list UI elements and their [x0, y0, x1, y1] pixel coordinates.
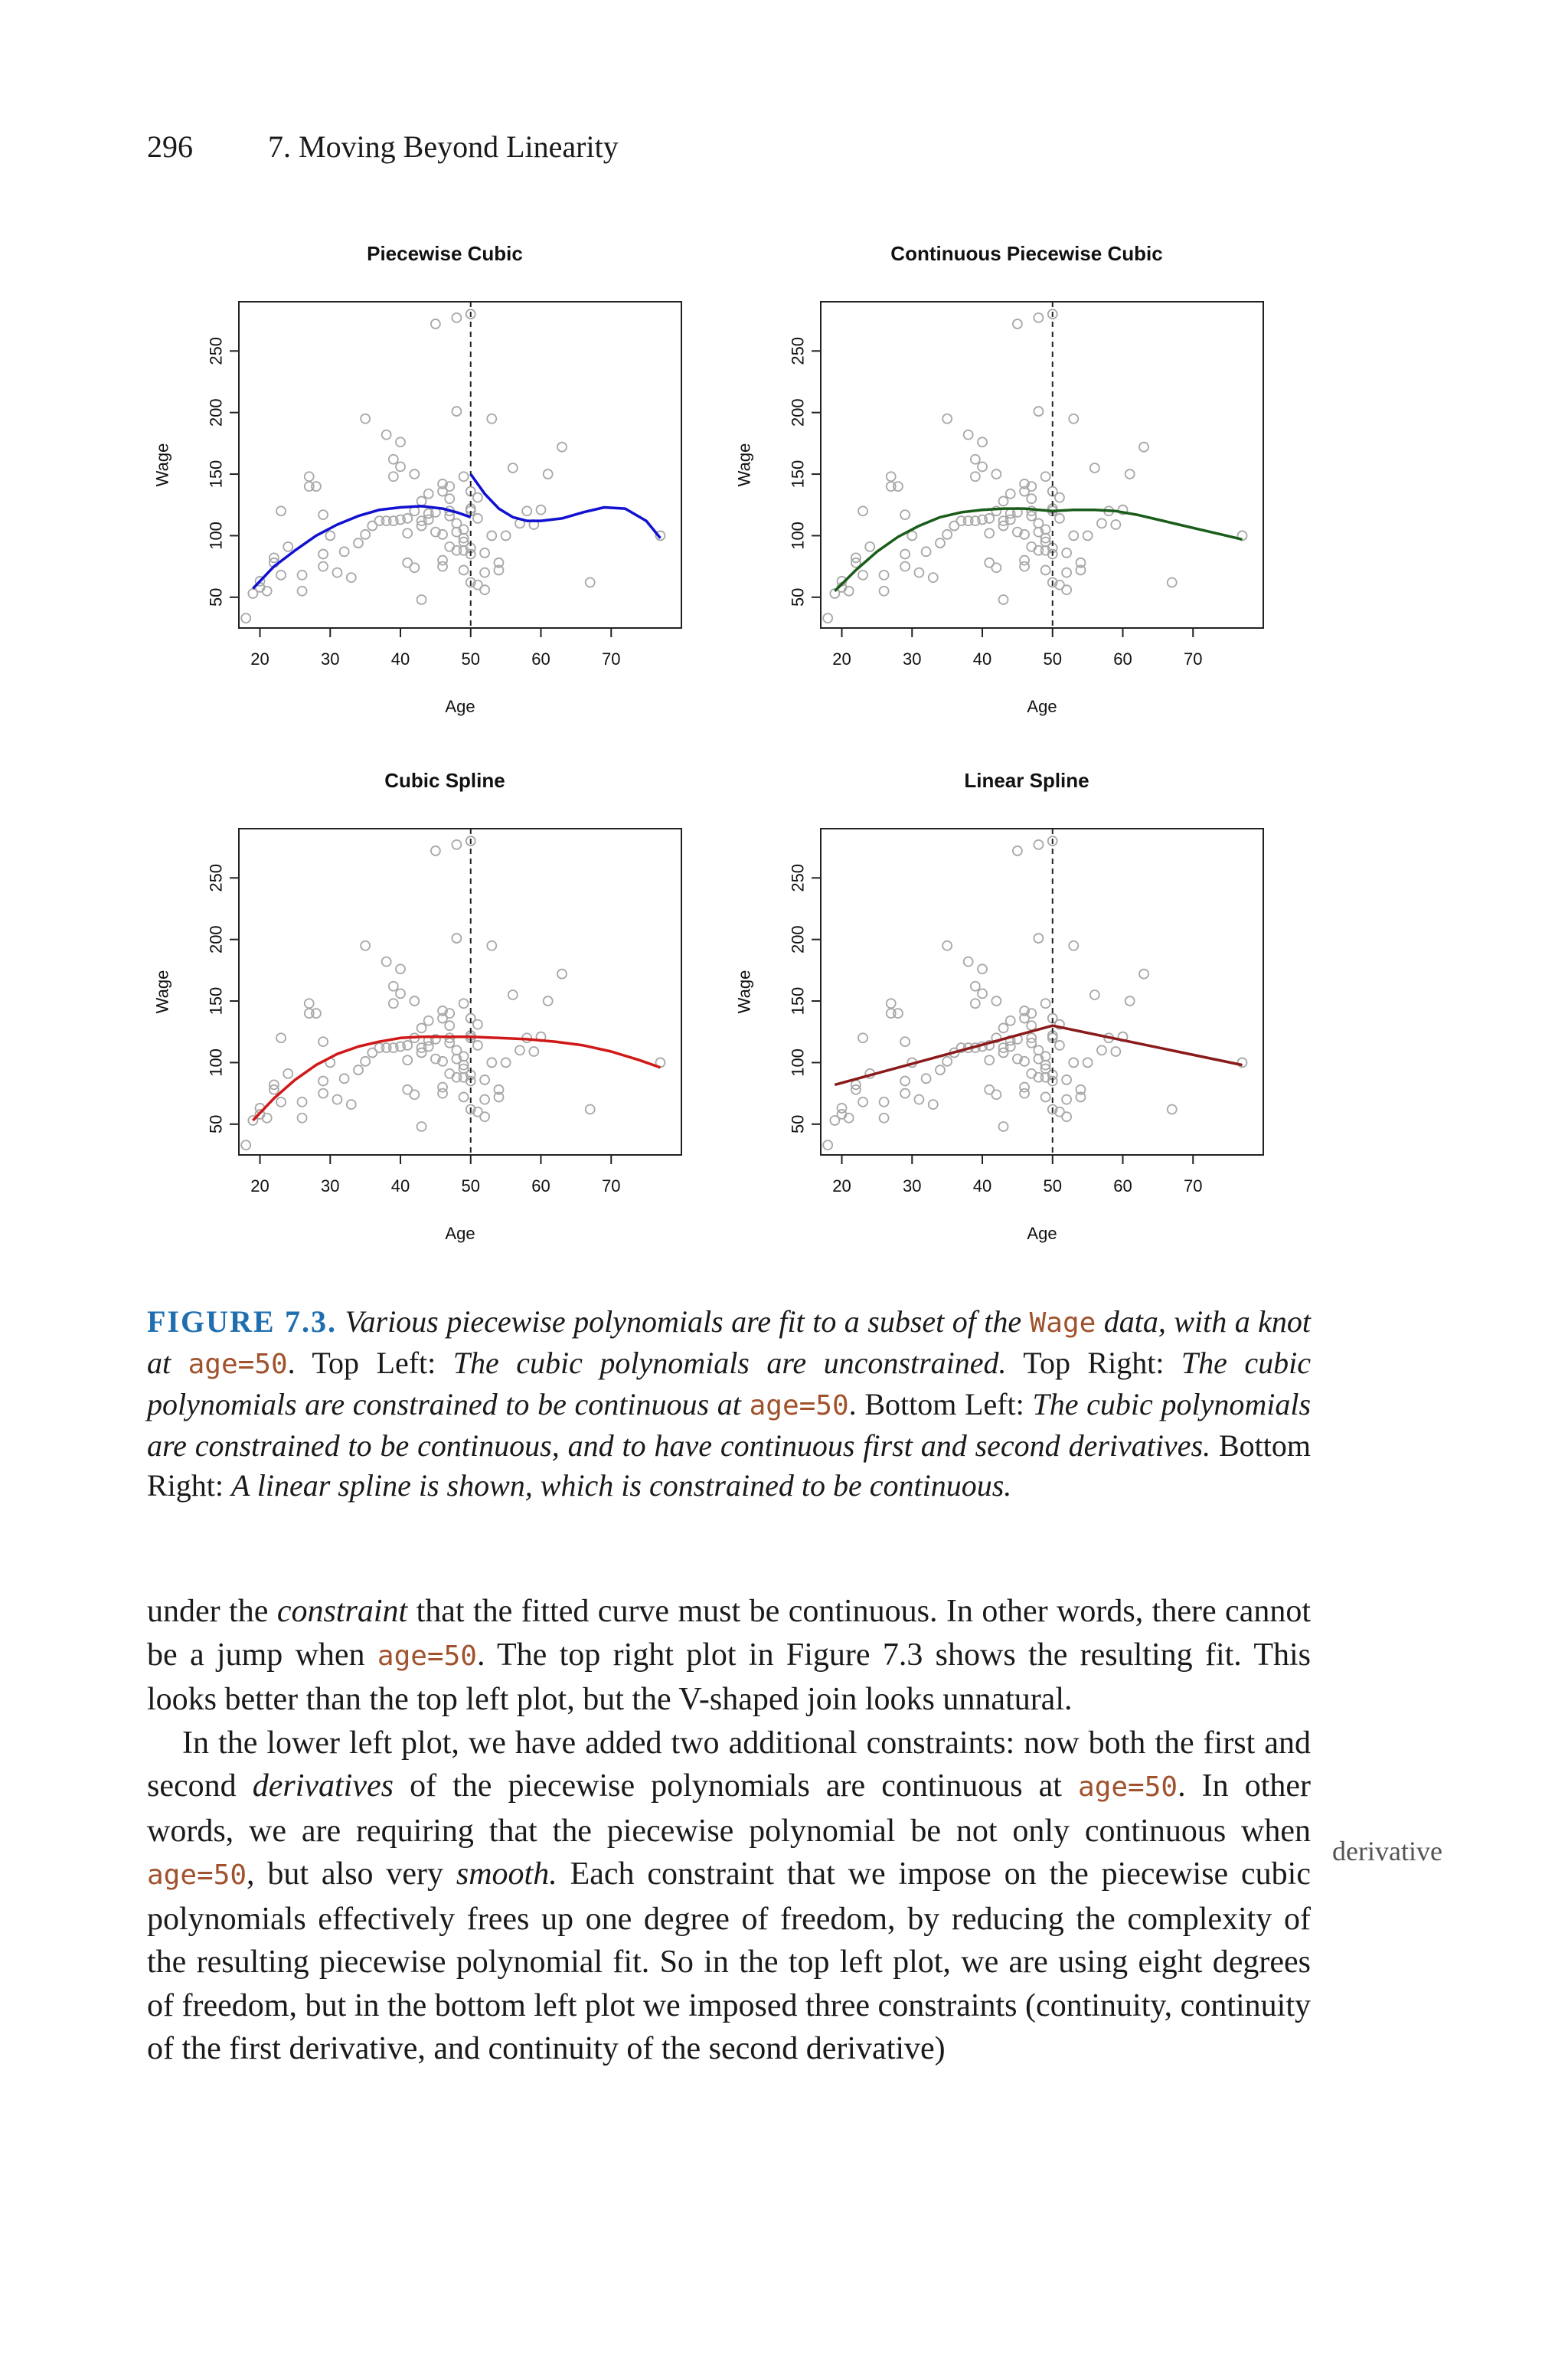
x-tick-label: 40	[972, 649, 992, 669]
data-point	[424, 489, 433, 499]
data-point	[1041, 1092, 1050, 1101]
data-point	[480, 585, 489, 594]
data-point	[283, 1069, 292, 1078]
data-point	[1097, 518, 1106, 528]
x-tick-label: 30	[321, 1176, 340, 1196]
data-point	[459, 1092, 469, 1101]
chart-title: Cubic Spline	[384, 769, 505, 792]
data-point	[396, 437, 405, 446]
chapter-title: 7. Moving Beyond Linearity	[268, 129, 619, 164]
data-point	[298, 571, 307, 580]
data-point	[487, 414, 496, 424]
data-point	[1034, 934, 1043, 943]
chart-title: Piecewise Cubic	[367, 242, 523, 265]
data-point	[1062, 1075, 1071, 1084]
data-point	[480, 568, 489, 577]
data-point	[396, 462, 405, 471]
data-point	[1027, 494, 1036, 503]
data-point	[1062, 585, 1071, 594]
data-point	[964, 430, 973, 440]
data-point	[1006, 1016, 1015, 1025]
data-point	[823, 1140, 832, 1150]
data-point	[1062, 548, 1071, 558]
data-point	[318, 510, 328, 519]
data-point	[241, 613, 250, 623]
x-tick-label: 50	[1043, 1176, 1063, 1196]
x-tick-label: 70	[1184, 1176, 1203, 1196]
data-point	[991, 1090, 1001, 1099]
y-tick-label: 200	[788, 398, 808, 427]
data-point	[305, 472, 314, 481]
data-point	[354, 1065, 363, 1075]
data-point	[880, 587, 889, 596]
data-point	[1062, 568, 1071, 577]
data-point	[1013, 319, 1022, 329]
y-axis-label: Wage	[152, 970, 172, 1014]
data-point	[283, 542, 292, 551]
data-point	[1006, 489, 1015, 499]
chart-svg	[138, 230, 812, 766]
data-point	[838, 1110, 847, 1119]
y-tick-label: 250	[788, 336, 808, 365]
data-point	[410, 469, 419, 479]
data-point	[999, 1122, 1008, 1131]
data-point	[312, 482, 321, 491]
data-point	[991, 996, 1001, 1006]
data-point	[325, 531, 335, 540]
data-point	[318, 550, 328, 559]
data-point	[858, 1033, 867, 1042]
fit-curve	[471, 474, 661, 538]
data-point	[487, 941, 496, 950]
data-point	[1069, 1058, 1078, 1067]
data-point	[417, 496, 426, 505]
x-tick-label: 30	[903, 649, 922, 669]
x-tick-label: 70	[1184, 649, 1203, 669]
data-point	[389, 472, 398, 481]
data-point	[936, 538, 945, 548]
fit-curve	[1053, 510, 1243, 540]
data-point	[487, 1058, 496, 1067]
chart-svg	[138, 757, 812, 1293]
x-tick-label: 30	[321, 649, 340, 669]
data-point	[459, 999, 469, 1008]
y-axis-label: Wage	[152, 443, 172, 487]
data-point	[1069, 414, 1078, 424]
data-point	[922, 1074, 931, 1083]
data-point	[1013, 846, 1022, 855]
data-point	[276, 1097, 286, 1107]
data-point	[1139, 443, 1148, 452]
data-point	[389, 455, 398, 464]
data-point	[340, 1074, 349, 1083]
data-point	[1111, 1047, 1120, 1056]
data-point	[480, 1075, 489, 1084]
x-tick-label: 50	[461, 1176, 481, 1196]
y-tick-label: 150	[788, 460, 808, 489]
data-point	[985, 1055, 994, 1065]
y-tick-label: 100	[788, 1048, 808, 1077]
chart-svg	[720, 757, 1393, 1293]
data-point	[361, 414, 370, 424]
x-tick-label: 70	[602, 649, 621, 669]
data-point	[978, 462, 987, 471]
data-point	[900, 1089, 910, 1098]
data-point	[1125, 469, 1135, 479]
x-axis-label: Age	[1027, 1224, 1057, 1243]
plot-linear-spline	[720, 757, 1393, 1293]
data-point	[887, 472, 896, 481]
body-text	[147, 1590, 1311, 2071]
x-tick-label: 60	[1113, 1176, 1132, 1196]
x-tick-label: 60	[531, 649, 550, 669]
data-point	[459, 565, 469, 574]
data-point	[942, 1057, 952, 1066]
plot-continuous-piecewise-cubic	[720, 230, 1393, 766]
data-point	[586, 578, 595, 587]
data-point	[1020, 1089, 1029, 1098]
data-point	[263, 587, 272, 596]
x-tick-label: 70	[602, 1176, 621, 1196]
data-point	[936, 1065, 945, 1075]
data-point	[445, 542, 454, 551]
data-point	[929, 1100, 938, 1109]
data-point	[942, 414, 952, 424]
data-point	[1125, 996, 1135, 1006]
data-point	[263, 1114, 272, 1123]
data-point	[417, 595, 426, 604]
data-point	[403, 528, 412, 538]
data-point	[880, 571, 889, 580]
y-tick-label: 50	[788, 1114, 808, 1134]
data-point	[900, 550, 910, 559]
data-point	[445, 494, 454, 503]
data-point	[438, 562, 447, 571]
data-point	[985, 528, 994, 538]
data-point	[473, 514, 482, 523]
plot-cubic-spline	[138, 757, 812, 1293]
data-point	[347, 573, 356, 582]
data-point	[332, 568, 341, 577]
data-point	[1069, 531, 1078, 540]
data-point	[396, 964, 405, 973]
y-tick-label: 50	[788, 587, 808, 607]
data-point	[1083, 1058, 1093, 1067]
data-point	[971, 982, 980, 991]
y-tick-label: 50	[206, 1114, 226, 1134]
data-point	[501, 1058, 511, 1067]
x-tick-label: 40	[972, 1176, 992, 1196]
data-point	[544, 469, 553, 479]
data-point	[241, 1140, 250, 1150]
data-point	[900, 1037, 910, 1046]
data-point	[1055, 514, 1064, 523]
x-tick-label: 20	[832, 649, 851, 669]
data-point	[508, 990, 518, 999]
data-point	[978, 964, 987, 973]
data-point	[1034, 407, 1043, 416]
data-point	[942, 530, 952, 539]
data-point	[318, 562, 328, 571]
data-point	[410, 996, 419, 1006]
data-point	[410, 1090, 419, 1099]
data-point	[438, 1089, 447, 1098]
figure-caption: FIGURE 7.3. Various piecewise polynomials are fit to a subset of the Wage data, with a knot at age=50. Top Left: The cubic polynomials are unconstrained. Top Right: The cubic polynomials are constrained to be continuous at age=50. Bottom Left: The cubic polynomials are constrained to be continuous, and to have continuous first and second derivatives. Bottom Right: A linear spline is shown, which is constrained to be continuous.	[147, 1304, 1312, 1503]
data-point	[480, 548, 489, 558]
data-point	[473, 1020, 482, 1029]
data-point	[1168, 1105, 1177, 1114]
data-point	[417, 1023, 426, 1032]
y-tick-label: 50	[206, 587, 226, 607]
data-point	[347, 1100, 356, 1109]
data-point	[382, 957, 391, 967]
margin-note: derivative	[1332, 1836, 1442, 1866]
x-tick-label: 50	[461, 649, 481, 669]
data-point	[999, 1023, 1008, 1032]
data-point	[991, 469, 1001, 479]
data-point	[431, 846, 440, 855]
data-point	[1111, 520, 1120, 529]
data-point	[459, 472, 469, 481]
data-point	[1027, 542, 1036, 551]
data-point	[1041, 999, 1050, 1008]
data-point	[964, 957, 973, 967]
data-point	[971, 472, 980, 481]
data-point	[312, 1009, 321, 1018]
data-point	[971, 455, 980, 464]
x-tick-label: 20	[250, 649, 270, 669]
data-point	[1027, 1021, 1036, 1030]
x-tick-label: 50	[1043, 649, 1063, 669]
data-point	[298, 1114, 307, 1123]
data-point	[354, 538, 363, 548]
data-point	[305, 999, 314, 1008]
y-tick-label: 100	[788, 522, 808, 550]
paragraph: under the constraint that the fitted curve must be continuous. In other words, there cannot be a jump when age=50. The top right plot in Figure 7.3 shows the resulting fit. This looks better than the top left plot, but the V-shaped join looks unnatural.	[147, 1594, 1312, 1717]
data-point	[403, 1055, 412, 1065]
data-point	[900, 1077, 910, 1086]
x-axis-label: Age	[445, 1224, 475, 1243]
y-tick-label: 250	[788, 863, 808, 892]
x-tick-label: 20	[832, 1176, 851, 1196]
data-point	[480, 1112, 489, 1121]
data-point	[1055, 1041, 1064, 1050]
data-point	[858, 1097, 867, 1107]
y-axis-label: Wage	[734, 443, 754, 487]
data-point	[473, 493, 482, 502]
data-point	[929, 573, 938, 582]
data-point	[361, 941, 370, 950]
data-point	[389, 982, 398, 991]
data-point	[858, 506, 867, 515]
y-tick-label: 250	[206, 336, 226, 365]
data-point	[276, 1033, 286, 1042]
data-point	[1020, 562, 1029, 571]
data-point	[508, 463, 518, 473]
y-tick-label: 150	[788, 986, 808, 1016]
data-point	[922, 547, 931, 556]
data-point	[1090, 990, 1099, 999]
chart-title: Continuous Piecewise Cubic	[890, 242, 1163, 265]
x-tick-label: 40	[390, 1176, 410, 1196]
y-tick-label: 200	[206, 925, 226, 954]
data-point	[431, 319, 440, 329]
data-point	[900, 562, 910, 571]
y-tick-label: 200	[788, 925, 808, 954]
figure-label: FIGURE 7.3.	[147, 1304, 338, 1339]
x-tick-label: 20	[250, 1176, 270, 1196]
data-point	[1055, 493, 1064, 502]
data-point	[999, 496, 1008, 505]
x-axis-label: Age	[445, 697, 475, 716]
data-point	[887, 999, 896, 1008]
data-point	[914, 568, 923, 577]
data-point	[1168, 578, 1177, 587]
data-point	[865, 542, 874, 551]
data-point	[452, 407, 461, 416]
x-tick-label: 60	[1113, 649, 1132, 669]
x-axis-label: Age	[1027, 697, 1057, 716]
data-point	[1090, 463, 1099, 473]
data-point	[844, 1114, 854, 1123]
data-point	[501, 531, 511, 540]
data-point	[382, 430, 391, 440]
data-point	[424, 1016, 433, 1025]
data-point	[844, 587, 854, 596]
fit-curve	[253, 1037, 660, 1120]
data-point	[318, 1037, 328, 1046]
data-point	[445, 1021, 454, 1030]
data-point	[880, 1114, 889, 1123]
data-point	[1034, 313, 1043, 322]
data-point	[537, 505, 546, 515]
data-point	[1097, 1045, 1106, 1055]
data-point	[557, 970, 567, 979]
data-point	[999, 595, 1008, 604]
data-point	[893, 1009, 903, 1018]
y-tick-label: 250	[206, 863, 226, 892]
data-point	[452, 313, 461, 322]
plot-piecewise-cubic	[138, 230, 812, 766]
data-point	[1062, 1112, 1071, 1121]
data-point	[557, 443, 567, 452]
data-point	[452, 934, 461, 943]
data-point	[515, 1045, 524, 1055]
data-point	[332, 1095, 341, 1104]
data-point	[318, 1089, 328, 1098]
data-point	[1083, 531, 1093, 540]
data-point	[914, 1095, 923, 1104]
data-point	[893, 482, 903, 491]
running-header	[147, 129, 619, 165]
chart-svg	[720, 230, 1393, 766]
data-point	[529, 1047, 538, 1056]
data-point	[473, 1041, 482, 1050]
data-point	[298, 1097, 307, 1107]
data-point	[978, 989, 987, 998]
chart-title: Linear Spline	[964, 769, 1089, 792]
data-point	[823, 613, 832, 623]
data-point	[396, 989, 405, 998]
x-tick-label: 60	[531, 1176, 550, 1196]
data-point	[410, 563, 419, 572]
data-point	[1041, 565, 1050, 574]
y-tick-label: 100	[206, 522, 226, 550]
data-point	[480, 1095, 489, 1104]
data-point	[389, 999, 398, 1008]
y-tick-label: 150	[206, 986, 226, 1016]
data-point	[991, 563, 1001, 572]
y-tick-label: 200	[206, 398, 226, 427]
data-point	[445, 1069, 454, 1078]
y-tick-label: 100	[206, 1048, 226, 1077]
y-axis-label: Wage	[734, 970, 754, 1014]
data-point	[900, 510, 910, 519]
data-point	[276, 506, 286, 515]
x-tick-label: 40	[390, 649, 410, 669]
data-point	[298, 587, 307, 596]
data-point	[318, 1077, 328, 1086]
y-tick-label: 150	[206, 460, 226, 489]
data-point	[1237, 1058, 1246, 1067]
data-point	[586, 1105, 595, 1114]
data-point	[971, 999, 980, 1008]
data-point	[1034, 840, 1043, 849]
data-point	[1069, 941, 1078, 950]
paragraph: In the lower left plot, we have added two additional constraints: now both the first and second derivatives of the piecewise polynomials are continuous at age=50. In other words, we are requiring that the piecewise polynomial be not only continuous when age=50, but also very smooth. Each constraint that we impose on the piecewise cubic polynomials effectively frees up one degree of freedom, by reducing the complexity of the resulting piecewise polynomial fit. So in the top left plot, we are using eight degrees of freedom, but in the bottom left plot we imposed three constraints (continuity, continuity of the first derivative, and continuity of the second derivative)	[147, 1725, 1312, 2066]
data-point	[942, 941, 952, 950]
x-tick-label: 30	[903, 1176, 922, 1196]
data-point	[522, 506, 531, 515]
page-number: 296	[147, 129, 193, 164]
data-point	[487, 531, 496, 540]
data-point	[276, 571, 286, 580]
data-point	[361, 530, 370, 539]
data-point	[1041, 472, 1050, 481]
data-point	[361, 1057, 370, 1066]
data-point	[880, 1097, 889, 1107]
data-point	[417, 1122, 426, 1131]
data-point	[340, 547, 349, 556]
data-point	[544, 996, 553, 1006]
data-point	[1139, 970, 1148, 979]
data-point	[858, 571, 867, 580]
data-point	[1062, 1095, 1071, 1104]
data-point	[452, 840, 461, 849]
data-point	[1027, 1069, 1036, 1078]
data-point	[978, 437, 987, 446]
